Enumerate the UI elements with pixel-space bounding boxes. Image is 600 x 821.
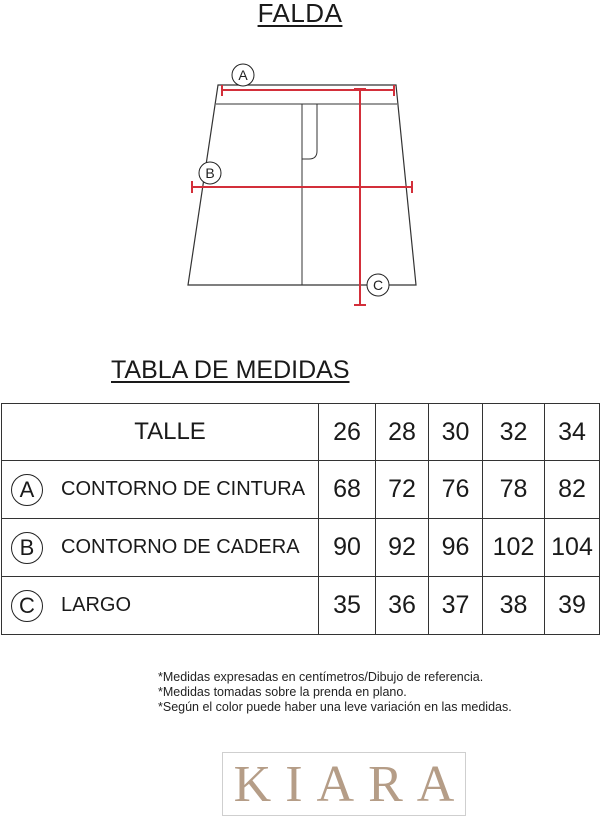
brand-logo xyxy=(222,752,469,816)
table-cell: 104 xyxy=(545,519,600,577)
table-cell: 90 xyxy=(319,519,376,577)
footnote: *Según el color puede haber una leve variación en las medidas. xyxy=(158,700,512,714)
talle-header-cell xyxy=(2,404,319,461)
talle-label: TALLE xyxy=(134,418,206,445)
table-cell: 76 xyxy=(429,461,483,519)
size-header: 32 xyxy=(483,404,545,461)
table-cell: 39 xyxy=(545,577,600,635)
measure-c-label: C xyxy=(372,277,384,293)
table-cell: 92 xyxy=(376,519,429,577)
measure-a-label: A xyxy=(238,67,248,83)
table-cell: 82 xyxy=(545,461,600,519)
table-cell: 38 xyxy=(483,577,545,635)
row-label-cell xyxy=(2,519,319,577)
brand-name: KIARA xyxy=(233,755,469,813)
pocket-curve xyxy=(302,104,317,159)
measure-key-badge: B xyxy=(11,532,43,564)
table-row-largo xyxy=(2,577,600,635)
table-cell: 68 xyxy=(319,461,376,519)
footnotes xyxy=(158,670,512,715)
size-header: 26 xyxy=(319,404,376,461)
table-row-cadera xyxy=(2,519,600,577)
measure-key-badge: C xyxy=(11,590,43,622)
size-header: 34 xyxy=(545,404,600,461)
page-title: FALDA xyxy=(257,0,343,28)
measure-name: LARGO xyxy=(61,594,132,616)
measure-name: CONTORNO DE CINTURA xyxy=(61,478,306,500)
table-title: TABLA DE MEDIDAS xyxy=(111,356,350,384)
row-label-cell xyxy=(2,577,319,635)
skirt-diagram xyxy=(180,55,420,315)
table-header-row xyxy=(2,404,600,461)
measure-name: CONTORNO DE CADERA xyxy=(61,536,300,558)
size-table xyxy=(1,403,600,635)
table-cell: 96 xyxy=(429,519,483,577)
table-row-cintura xyxy=(2,461,600,519)
table-cell: 37 xyxy=(429,577,483,635)
table-cell: 36 xyxy=(376,577,429,635)
size-header: 30 xyxy=(429,404,483,461)
table-cell: 102 xyxy=(483,519,545,577)
footnote: *Medidas tomadas sobre la prenda en plano. xyxy=(158,685,407,699)
row-label-cell xyxy=(2,461,319,519)
table-cell: 78 xyxy=(483,461,545,519)
footnote: *Medidas expresadas en centímetros/Dibujo de referencia. xyxy=(158,670,484,684)
measure-key-badge: A xyxy=(11,474,43,506)
size-header: 28 xyxy=(376,404,429,461)
table-cell: 72 xyxy=(376,461,429,519)
measure-b-label: B xyxy=(205,165,215,181)
table-cell: 35 xyxy=(319,577,376,635)
